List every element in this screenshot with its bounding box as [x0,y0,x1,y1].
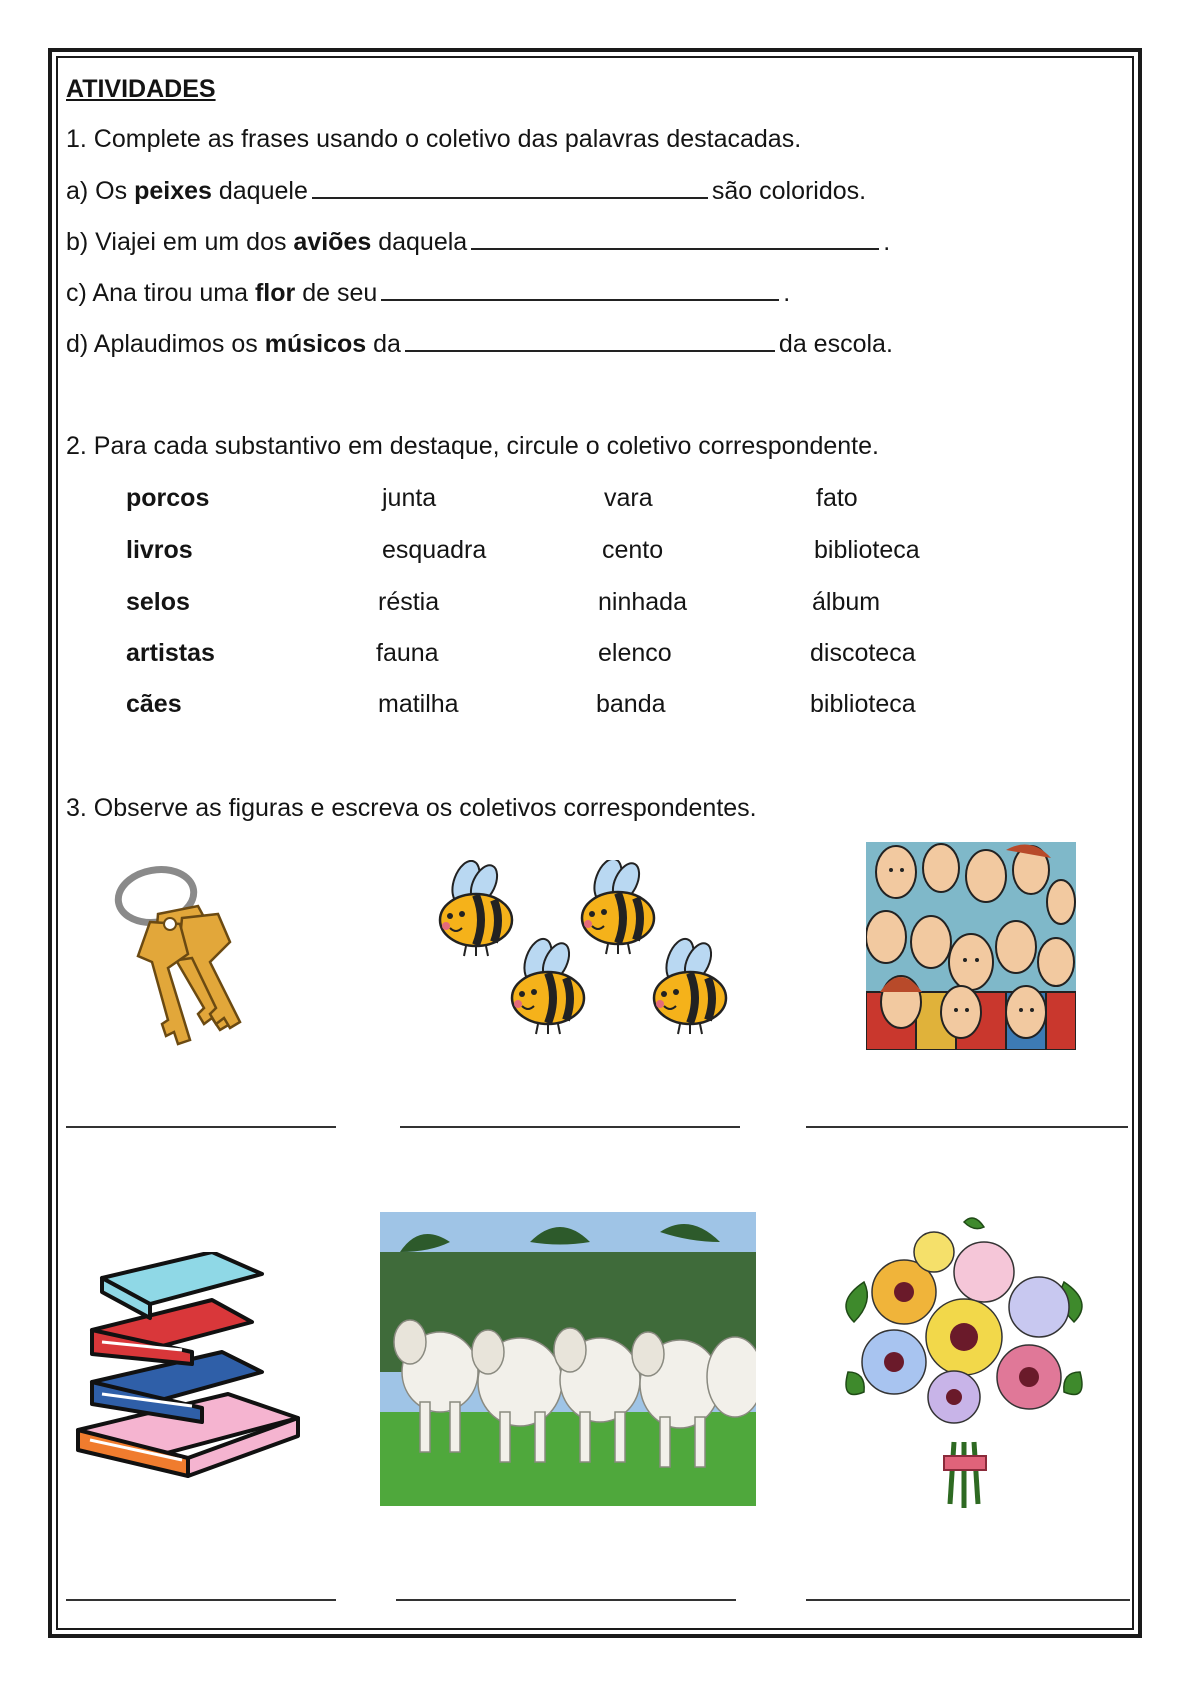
page-title: ATIVIDADES [66,75,216,103]
q1-b-pre: b) Viajei em um dos [66,228,294,256]
q1-a-answer-blank[interactable] [312,175,708,199]
q2-option[interactable]: cento [602,536,664,564]
q1-a-mid: daquele [211,177,308,205]
q2-noun: artistas [126,639,215,667]
q2-option[interactable]: biblioteca [814,536,920,564]
q2-option[interactable]: vara [604,484,653,512]
q2-option[interactable]: álbum [812,588,881,616]
q2-option[interactable]: elenco [598,639,672,667]
q3-answer-line[interactable] [806,1126,1128,1128]
q2-option[interactable]: ninhada [598,588,687,616]
q2-noun: livros [126,536,193,564]
q2-option[interactable]: matilha [378,690,459,718]
q1-a-bold: peixes [134,177,212,205]
keys-illustration [106,862,276,1046]
q1-d-bold: músicos [264,330,367,358]
q1-d-answer-blank[interactable] [405,328,775,352]
q1-c-bold: flor [254,279,296,307]
q1-item-a [66,175,866,206]
q2-noun: selos [126,588,190,616]
q1-prompt: 1. Complete as frases usando o coletivo das palavras destacadas. [66,125,802,153]
crowd-illustration [866,842,1076,1050]
q1-c-pre: c) Ana tirou uma [66,279,255,307]
q2-option[interactable]: fato [816,484,858,512]
q1-d-pre: d) Aplaudimos os [66,330,265,358]
q2-noun: porcos [126,484,210,512]
q1-item-c [66,277,790,308]
q1-d-mid: da [366,330,401,358]
q2-option[interactable]: fauna [376,639,439,667]
q2-option[interactable]: junta [382,484,437,512]
q2-option[interactable]: discoteca [810,639,916,667]
books-illustration [72,1252,304,1478]
q2-prompt: 2. Para cada substantivo em destaque, circule o coletivo correspondente. [66,432,879,460]
q2-noun: cães [126,690,182,718]
q1-b-answer-blank[interactable] [471,226,879,250]
q1-c-post: . [783,279,791,307]
q2-option[interactable]: esquadra [382,536,487,564]
q1-item-d [66,328,893,359]
q2-option[interactable]: réstia [378,588,440,616]
q1-item-b [66,226,890,257]
cattle-photo [380,1212,756,1506]
bees-illustration [436,860,736,1040]
q3-answer-line[interactable] [396,1599,736,1601]
q2-option[interactable]: banda [596,690,666,718]
q3-answer-line[interactable] [66,1126,336,1128]
q3-answer-line[interactable] [66,1599,336,1601]
flower-bouquet-illustration [834,1212,1094,1512]
q1-b-bold: aviões [293,228,372,256]
q1-a-pre: a) Os [66,177,135,205]
q1-c-answer-blank[interactable] [381,277,779,301]
q3-answer-line[interactable] [806,1599,1130,1601]
q3-answer-line[interactable] [400,1126,740,1128]
q2-option[interactable]: biblioteca [810,690,916,718]
q1-b-post: . [883,228,891,256]
q1-a-post: são coloridos. [711,177,867,205]
q3-prompt: 3. Observe as figuras e escreva os coletivos correspondentes. [66,794,757,822]
q1-b-mid: daquela [371,228,468,256]
q1-d-post: da escola. [778,330,893,358]
q1-c-mid: de seu [295,279,378,307]
